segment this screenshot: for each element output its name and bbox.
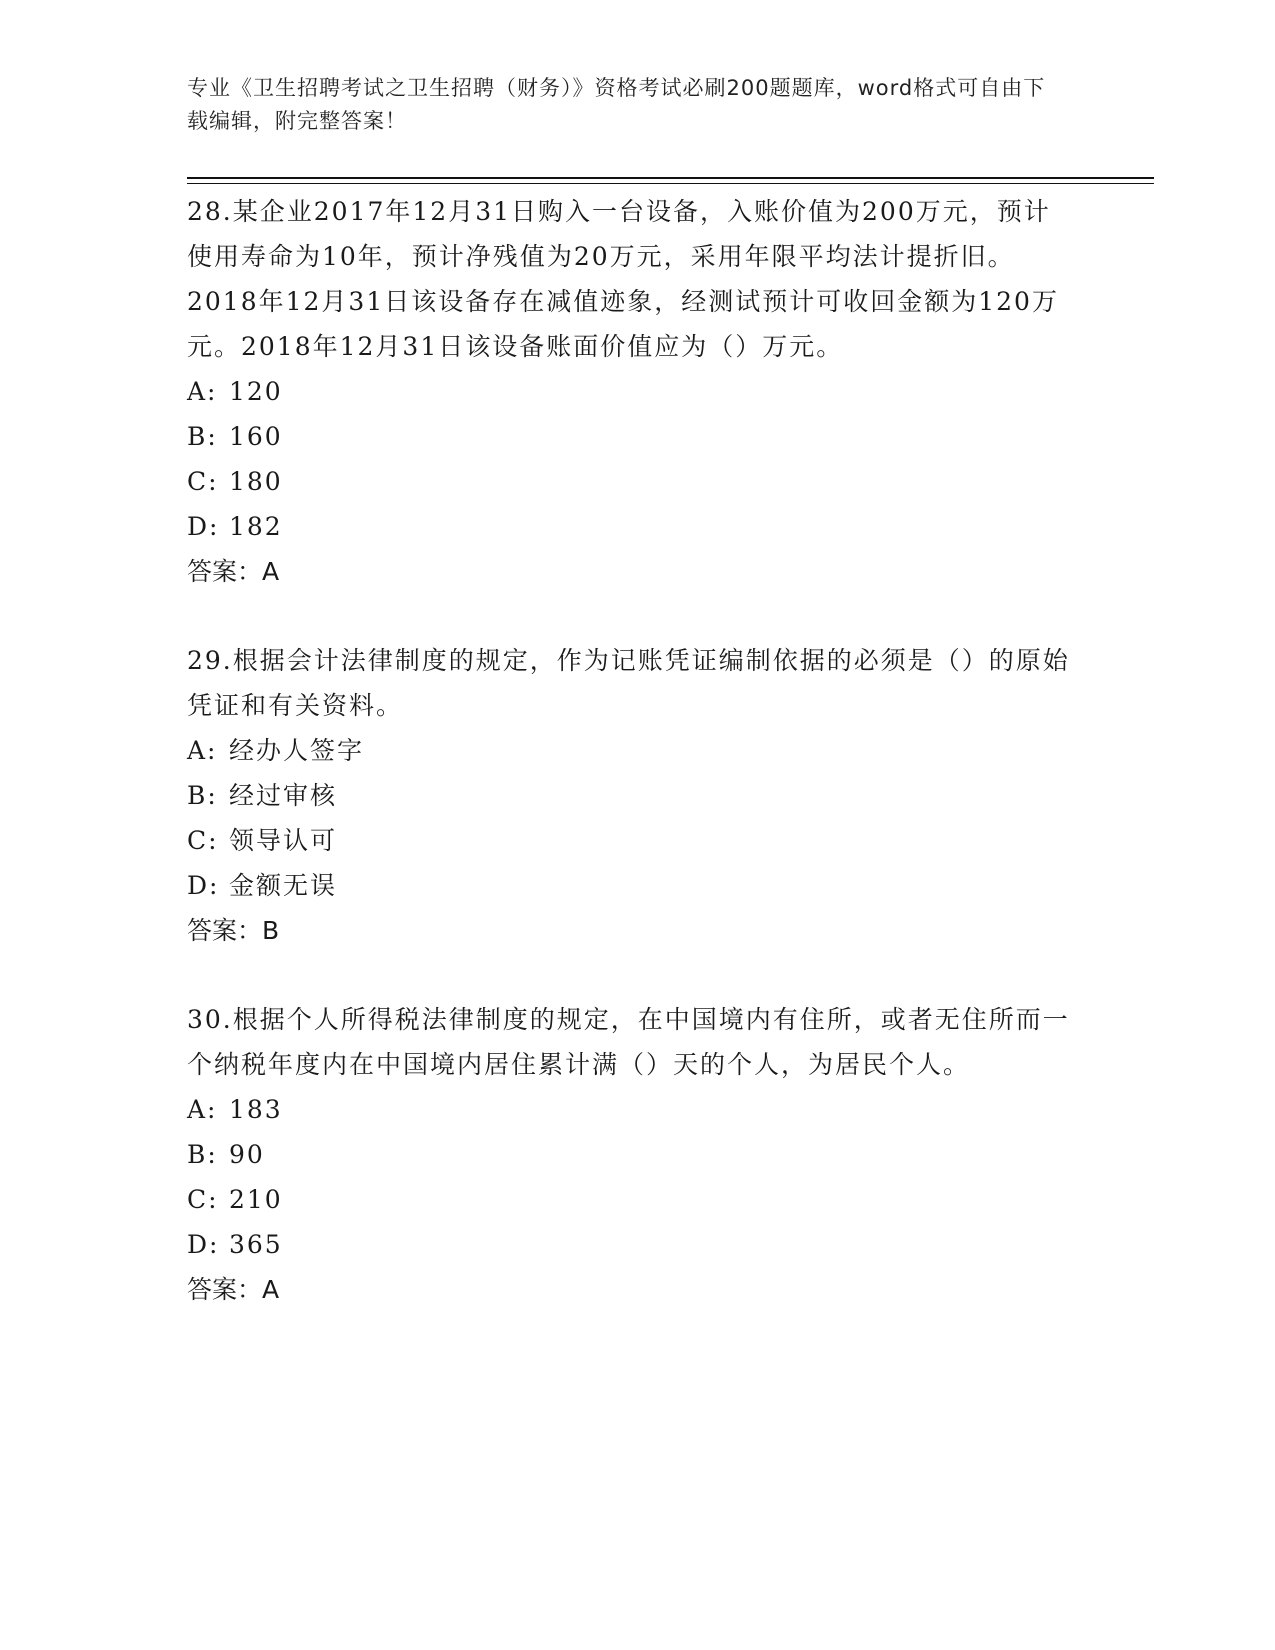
document-header: 专业《卫生招聘考试之卫生招聘（财务）》资格考试必刷200题题库，word格式可自由下载编辑，附完整答案！ (187, 76, 1046, 133)
option-letter: C: (187, 826, 219, 855)
option-value: 120 (229, 377, 283, 406)
option-letter: D: (187, 1230, 220, 1259)
option-letter: B: (187, 781, 218, 810)
option-letter: D: (187, 512, 220, 541)
option-c (187, 1177, 1077, 1222)
option-d (187, 1222, 1077, 1267)
question-28 (187, 189, 1077, 594)
answer-line: 答案：B (187, 916, 280, 945)
question-text: 29.根据会计法律制度的规定，作为记账凭证编制依据的必须是（）的原始凭证和有关资料。 (187, 646, 1070, 720)
option-letter: C: (187, 467, 219, 496)
option-a (187, 1087, 1077, 1132)
option-value: 160 (229, 422, 283, 451)
option-letter: B: (187, 1140, 218, 1169)
option-value: 365 (229, 1230, 283, 1259)
option-value: 领导认可 (229, 826, 338, 855)
option-a (187, 728, 1077, 773)
question-30 (187, 997, 1077, 1312)
header-divider-thick (187, 177, 1154, 179)
option-d (187, 863, 1077, 908)
option-letter: A: (187, 377, 218, 406)
option-letter: C: (187, 1185, 219, 1214)
option-b (187, 1132, 1077, 1177)
option-a (187, 369, 1077, 414)
header-divider-thin (187, 183, 1154, 184)
option-value: 183 (229, 1095, 283, 1124)
option-b (187, 414, 1077, 459)
option-d (187, 504, 1077, 549)
option-letter: A: (187, 736, 218, 765)
option-letter: A: (187, 1095, 218, 1124)
option-letter: D: (187, 871, 220, 900)
option-b (187, 773, 1077, 818)
option-value: 经办人签字 (229, 736, 365, 765)
question-list (187, 189, 1077, 1356)
question-text: 30.根据个人所得税法律制度的规定，在中国境内有住所，或者无住所而一个纳税年度内在中国境内居住累计满（）天的个人，为居民个人。 (187, 1005, 1070, 1079)
option-c (187, 459, 1077, 504)
answer-line: 答案：A (187, 1275, 280, 1304)
option-value: 210 (229, 1185, 283, 1214)
option-value: 经过审核 (229, 781, 338, 810)
question-text: 28.某企业2017年12月31日购入一台设备，入账价值为200万元，预计使用寿命为10年，预计净残值为20万元，采用年限平均法计提折旧。2018年12月31日该设备存在减值迹象，经测试预计可收回金额为120万元。2018年12月31日该设备账面价值应为（）万元。 (187, 197, 1059, 361)
option-value: 金额无误 (229, 871, 338, 900)
option-value: 90 (229, 1140, 265, 1169)
option-letter: B: (187, 422, 218, 451)
option-value: 182 (229, 512, 283, 541)
option-value: 180 (229, 467, 283, 496)
question-29 (187, 638, 1077, 953)
answer-line: 答案：A (187, 557, 280, 586)
option-c (187, 818, 1077, 863)
